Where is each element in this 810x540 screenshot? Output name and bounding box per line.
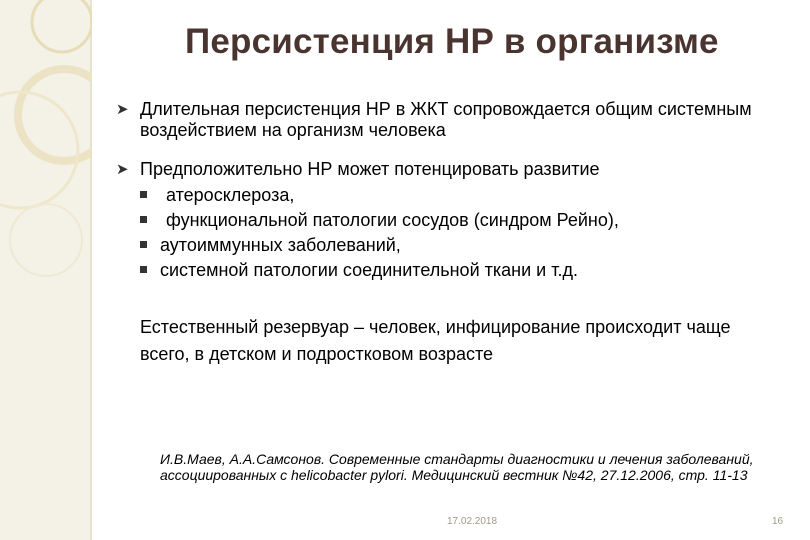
square-bullet-icon: [140, 241, 147, 248]
citation: И.В.Маев, А.А.Самсонов. Современные стандарты диагностики и лечения заболеваний, ассоциированных с helicobacter pylori. Медицинский вестник №42, 27.12.2006, стр. 11-13: [160, 451, 754, 483]
square-bullet-icon: [140, 216, 147, 223]
arrow-bullet-icon: ➤: [116, 101, 129, 118]
bullet-list: [116, 99, 796, 301]
sub-bullet-list: [140, 183, 796, 283]
sub-bullet-item: системной патологии соединительной ткани и т.д.: [140, 258, 796, 283]
page-number: 16: [772, 516, 784, 527]
bullet-item-1: [116, 99, 796, 141]
bullet-text: Предположительно НР может потенцировать развитие: [140, 159, 600, 179]
reservoir-paragraph: Естественный резервуар – человек, инфицирование происходит чаще всего, в детском и подростковом возрасте: [140, 317, 731, 364]
sub-bullet-item: функциональной патологии сосудов (синдром Рейно),: [140, 208, 796, 233]
square-bullet-icon: [140, 266, 147, 273]
ring-lower: [10, 204, 82, 276]
sub-bullet-item: атеросклероза,: [140, 183, 796, 208]
sub-bullet-item: аутоиммунных заболеваний,: [140, 233, 796, 258]
ring-middle: [18, 69, 92, 161]
ring-top: [32, 0, 92, 52]
bullet-item-2: [116, 159, 796, 283]
bullet-text: Длительная персистенция НР в ЖКТ сопровождается общим системным воздействием на организм человека: [140, 99, 752, 140]
decorative-circles: [0, 0, 92, 540]
square-bullet-icon: [140, 191, 147, 198]
arrow-bullet-icon: ➤: [116, 161, 129, 178]
footer-date: 17.02.2018: [447, 516, 498, 527]
slide-title: Персистенция НР в организме: [185, 22, 719, 61]
